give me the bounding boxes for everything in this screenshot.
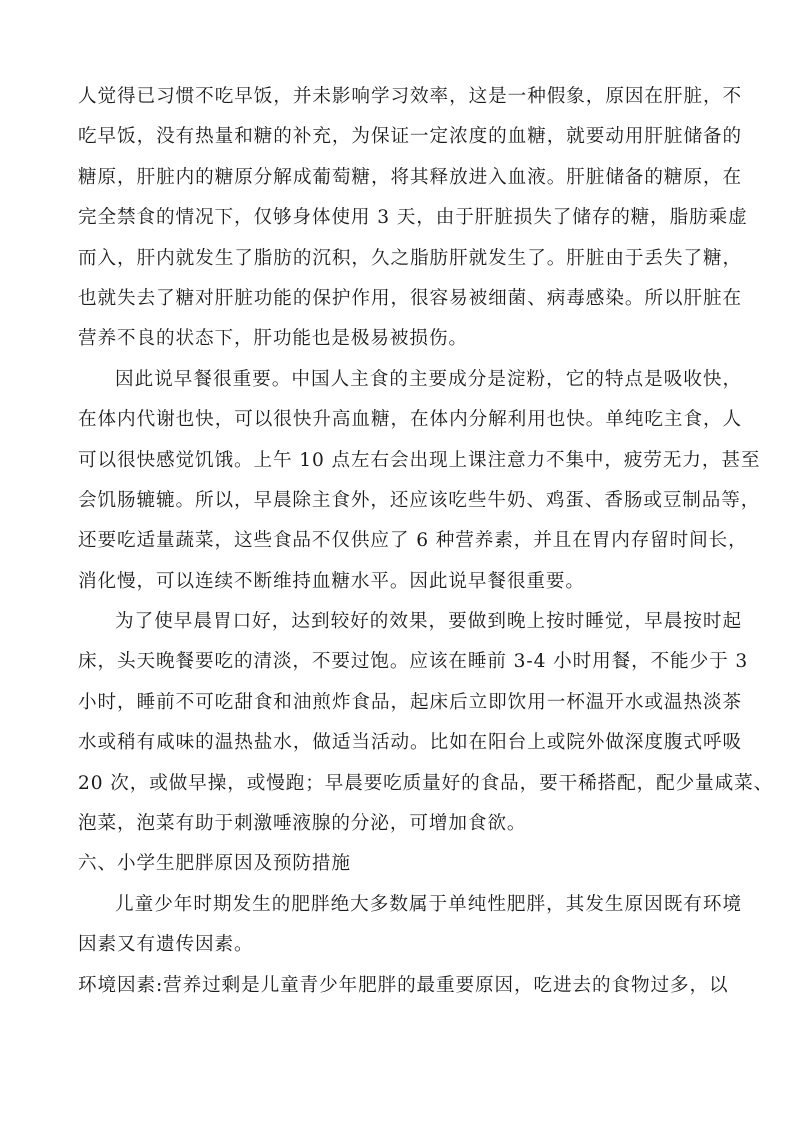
- paragraph: [78, 885, 742, 966]
- text-line: 泡菜，泡菜有助于刺激唾液腺的分泌，可增加食欲。: [78, 813, 527, 835]
- text-line: 小时，睡前不可吃甜食和油煎炸食品，起床后立即饮用一杯温开水或温热淡茶: [78, 691, 742, 713]
- paragraph: [78, 966, 742, 1006]
- paragraph: [78, 77, 748, 360]
- text-line: 20 次，或做早操，或慢跑；早晨要吃质量好的食品，要干稀搭配，配少量咸菜、: [78, 772, 774, 794]
- text-line: 儿童少年时期发生的肥胖绝大多数属于单纯性肥胖，其发生原因既有环境: [115, 893, 742, 915]
- text-line: 水或稍有咸味的温热盐水，做适当活动。比如在阳台上或院外做深度腹式呼吸: [78, 732, 742, 754]
- text-line: 也就失去了糖对肝脏功能的保护作用，很容易被细菌、病毒感染。所以肝脏在: [78, 287, 742, 309]
- paragraph: [78, 602, 774, 844]
- text-line: 营养不良的状态下，肝功能也是极易被损伤。: [78, 328, 468, 350]
- text-line: 而入，肝内就发生了脂肪的沉积，久之脂肪肝就发生了。肝脏由于丢失了糖，: [78, 247, 742, 269]
- text-line: 因此说早餐很重要。中国人主食的主要成分是淀粉，它的特点是吸收快，: [115, 368, 742, 390]
- document-body: [78, 77, 774, 1006]
- text-line: 消化慢，可以连续不断维持血糖水平。因此说早餐很重要。: [78, 570, 585, 592]
- paragraph: [78, 360, 761, 602]
- text-line: 糖原，肝脏内的糖原分解成葡萄糖，将其释放进入血液。肝脏储备的糖原，在: [78, 166, 742, 188]
- text-line: 人觉得已习惯不吃早饭，并未影响学习效率，这是一种假象，原因在肝脏，不: [78, 86, 742, 107]
- text-line: 环境因素:营养过剩是儿童青少年肥胖的最重要原因，吃进去的食物过多，以: [78, 974, 729, 996]
- text-line: 因素又有遗传因素。: [78, 934, 254, 956]
- text-line: 吃早饭，没有热量和糖的补充，为保证一定浓度的血糖，就要动用肝脏储备的: [78, 126, 742, 148]
- text-line: 六、小学生肥胖原因及预防措施: [78, 853, 351, 875]
- text-line: 床，头天晚餐要吃的清淡，不要过饱。应该在睡前 3-4 小时用餐，不能少于 3: [78, 651, 749, 673]
- text-line: 会饥肠辘辘。所以，早晨除主食外，还应该吃些牛奶、鸡蛋、香肠或豆制品等，: [78, 489, 761, 511]
- text-line: 可以很快感觉饥饿。上午 10 点左右会出现上课注意力不集中，疲劳无力，甚至: [78, 449, 761, 471]
- text-line: 为了使早晨胃口好，达到较好的效果，要做到晚上按时睡觉，早晨按时起: [115, 611, 742, 633]
- text-line: 完全禁食的情况下，仅够身体使用 3 天，由于肝脏损失了储存的糖，脂肪乘虚: [78, 207, 748, 229]
- text-line: 还要吃适量蔬菜，这些食品不仅供应了 6 种营养素，并且在胃内存留时间长，: [78, 530, 748, 552]
- text-line: 在体内代谢也快，可以很快升高血糖，在体内分解利用也快。单纯吃主食，人: [78, 409, 742, 431]
- section-heading: [78, 844, 742, 884]
- document-page: [78, 77, 774, 1006]
